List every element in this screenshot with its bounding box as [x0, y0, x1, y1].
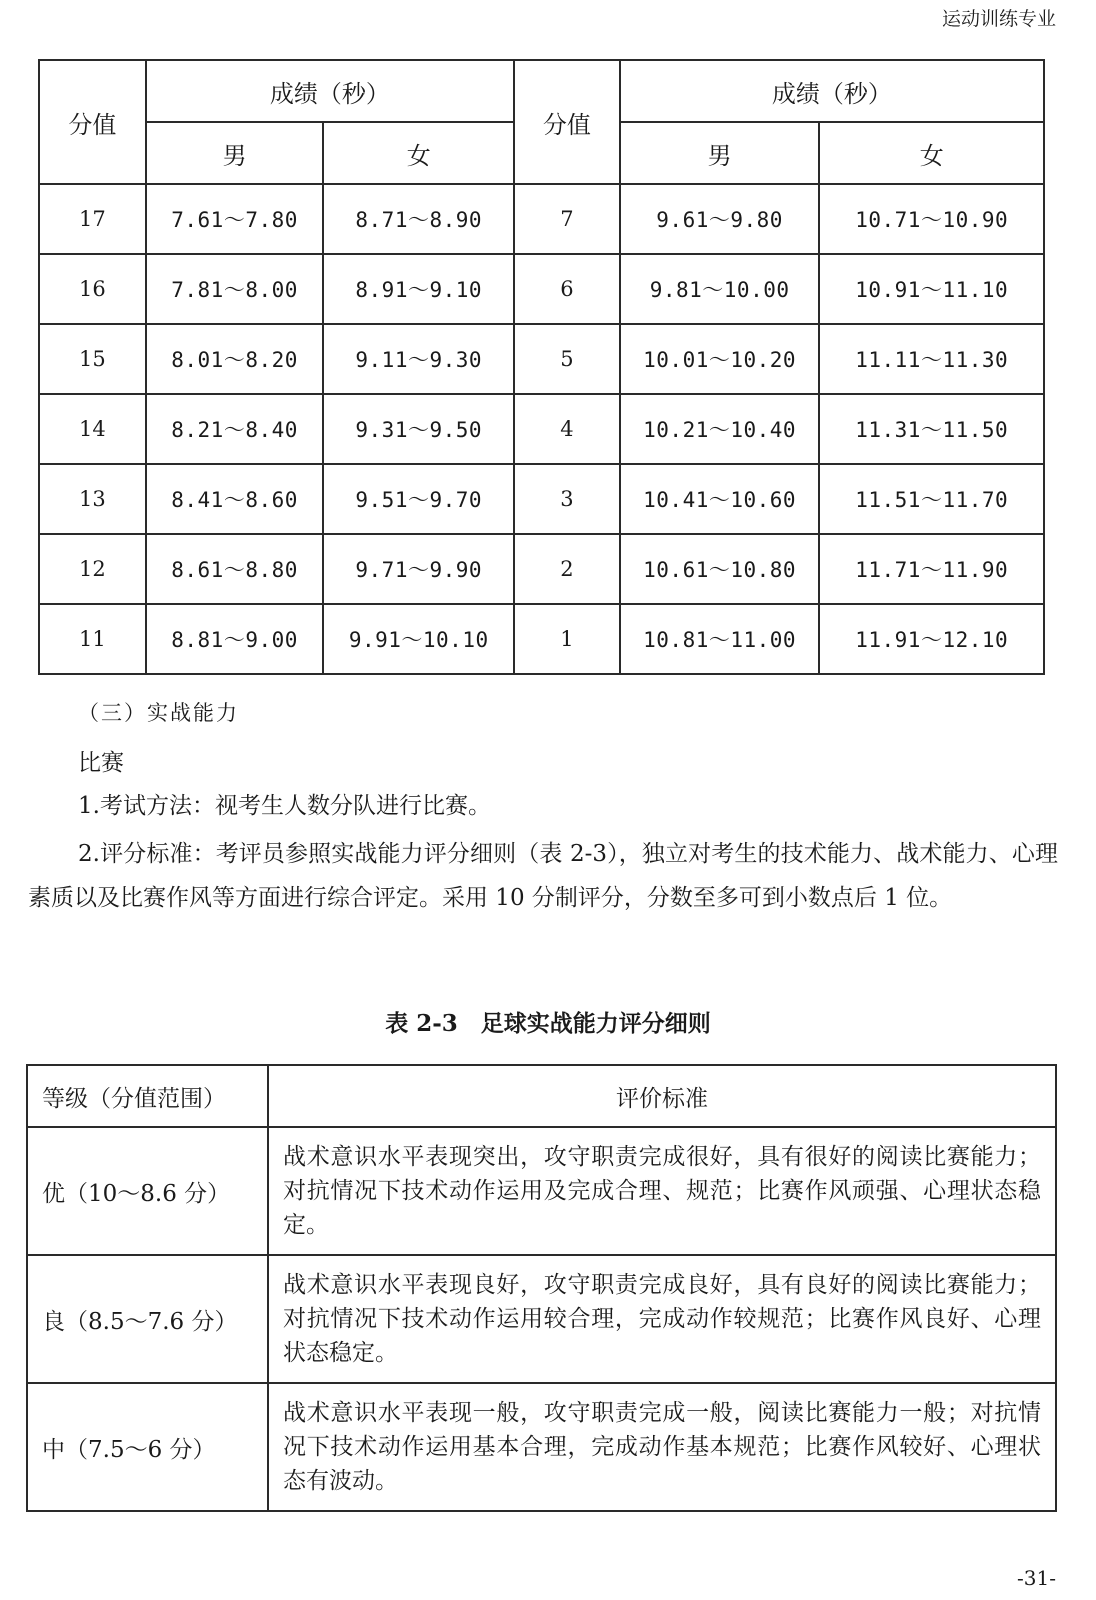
criteria-table [26, 1064, 1057, 1512]
page-number: -31- [1017, 1566, 1056, 1590]
male-time-cell: 7.61～7.80 [146, 184, 324, 254]
score-cell: 11 [39, 604, 146, 674]
score-cell: 15 [39, 324, 146, 394]
score-cell: 17 [39, 184, 146, 254]
header-score-right: 分值 [514, 60, 620, 184]
table-row [39, 604, 1044, 674]
male-time-cell: 8.21～8.40 [146, 394, 324, 464]
table-row [39, 324, 1044, 394]
header-grade: 等级（分值范围） [27, 1065, 268, 1127]
score-cell: 12 [39, 534, 146, 604]
table-caption: 表 2-3 足球实战能力评分细则 [385, 1010, 711, 1037]
score-table [38, 59, 1045, 675]
score-cell: 7 [514, 184, 620, 254]
female-time-cell: 11.11～11.30 [819, 324, 1044, 394]
score-cell: 3 [514, 464, 620, 534]
female-time-cell: 9.91～10.10 [323, 604, 514, 674]
male-time-cell: 9.81～10.00 [620, 254, 820, 324]
female-time-cell: 8.71～8.90 [323, 184, 514, 254]
male-time-cell: 10.01～10.20 [620, 324, 820, 394]
male-time-cell: 8.01～8.20 [146, 324, 324, 394]
male-time-cell: 8.81～9.00 [146, 604, 324, 674]
female-time-cell: 11.31～11.50 [819, 394, 1044, 464]
table-row [39, 534, 1044, 604]
male-time-cell: 8.41～8.60 [146, 464, 324, 534]
score-cell: 5 [514, 324, 620, 394]
score-cell: 6 [514, 254, 620, 324]
running-head: 运动训练专业 [941, 8, 1056, 30]
sub-heading: 比赛 [78, 750, 124, 776]
score-cell: 13 [39, 464, 146, 534]
standard-cell: 战术意识水平表现良好，攻守职责完成良好，具有良好的阅读比赛能力；对抗情况下技术动作运用较合理，完成动作较规范；比赛作风良好、心理状态稳定。 [268, 1255, 1056, 1383]
header-female-left: 女 [323, 122, 514, 184]
female-time-cell: 11.51～11.70 [819, 464, 1044, 534]
table-row [39, 464, 1044, 534]
female-time-cell: 11.91～12.10 [819, 604, 1044, 674]
standard-cell: 战术意识水平表现突出，攻守职责完成很好，具有很好的阅读比赛能力；对抗情况下技术动作运用及完成合理、规范；比赛作风顽强、心理状态稳定。 [268, 1127, 1056, 1255]
male-time-cell: 10.41～10.60 [620, 464, 820, 534]
table-row [27, 1255, 1056, 1383]
table-row [39, 394, 1044, 464]
table-row [39, 184, 1044, 254]
standard-cell: 战术意识水平表现一般，攻守职责完成一般，阅读比赛能力一般；对抗情况下技术动作运用基本合理，完成动作基本规范；比赛作风较好、心理状态有波动。 [268, 1383, 1056, 1511]
female-time-cell: 8.91～9.10 [323, 254, 514, 324]
score-cell: 16 [39, 254, 146, 324]
score-cell: 4 [514, 394, 620, 464]
exam-method-text: 1.考试方法：视考生人数分队进行比赛。 [78, 793, 491, 819]
grade-cell: 良（8.5～7.6 分） [27, 1255, 268, 1383]
male-time-cell: 10.21～10.40 [620, 394, 820, 464]
female-time-cell: 10.91～11.10 [819, 254, 1044, 324]
score-cell: 1 [514, 604, 620, 674]
female-time-cell: 9.71～9.90 [323, 534, 514, 604]
header-score-left: 分值 [39, 60, 146, 184]
male-time-cell: 10.61～10.80 [620, 534, 820, 604]
section-heading: （三）实战能力 [78, 701, 239, 725]
male-time-cell: 8.61～8.80 [146, 534, 324, 604]
grade-cell: 优（10～8.6 分） [27, 1127, 268, 1255]
header-result-left: 成绩（秒） [146, 60, 514, 122]
male-time-cell: 10.81～11.00 [620, 604, 820, 674]
header-female-right: 女 [819, 122, 1044, 184]
male-time-cell: 9.61～9.80 [620, 184, 820, 254]
header-standard: 评价标准 [268, 1065, 1056, 1127]
header-result-right: 成绩（秒） [620, 60, 1044, 122]
table-row [27, 1127, 1056, 1255]
female-time-cell: 9.11～9.30 [323, 324, 514, 394]
score-cell: 2 [514, 534, 620, 604]
female-time-cell: 10.71～10.90 [819, 184, 1044, 254]
female-time-cell: 9.31～9.50 [323, 394, 514, 464]
table-row [27, 1383, 1056, 1511]
score-cell: 14 [39, 394, 146, 464]
male-time-cell: 7.81～8.00 [146, 254, 324, 324]
grade-cell: 中（7.5～6 分） [27, 1383, 268, 1511]
scoring-standard-text: 2.评分标准：考评员参照实战能力评分细则（表 2-3），独立对考生的技术能力、战术能力、心理素质以及比赛作风等方面进行综合评定。采用 10 分制评分，分数至多可到小数点后 1 位。 [28, 841, 1058, 911]
female-time-cell: 11.71～11.90 [819, 534, 1044, 604]
table-row [39, 254, 1044, 324]
header-male-right: 男 [620, 122, 820, 184]
female-time-cell: 9.51～9.70 [323, 464, 514, 534]
header-male-left: 男 [146, 122, 324, 184]
